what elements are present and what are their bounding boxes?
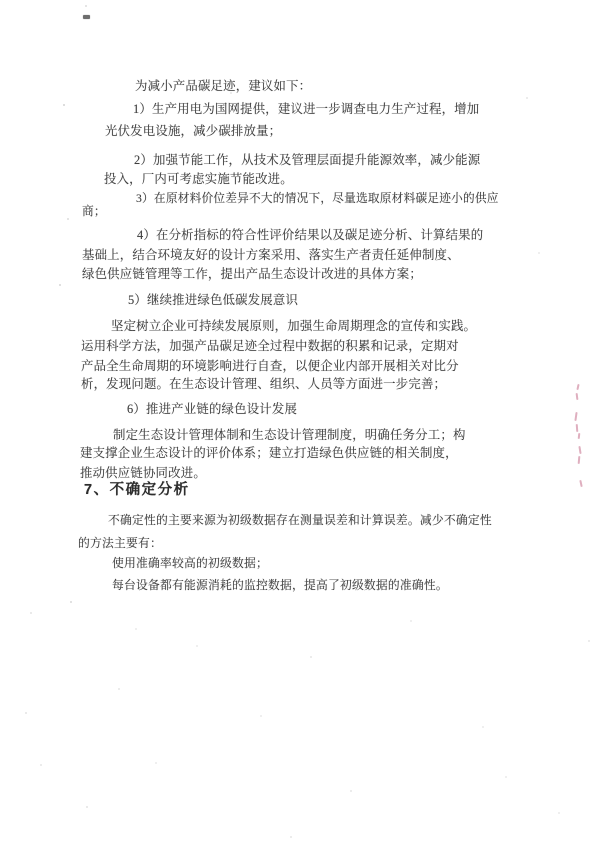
recommendation-line: 推动供应链协同改进。 <box>80 466 206 480</box>
recommendation-line: 产品全生命周期的环境影响进行自查，以便企业内部开展相关对比分 <box>81 359 459 373</box>
recommendation-title: 5）继续推进绿色低碳发展意识 <box>128 293 299 307</box>
text-line-intro: 为减小产品碳足迹，建议如下： <box>135 79 312 93</box>
recommendation-line: 2）加强节能工作，从技术及管理层面提升能源效率，减少能源 <box>134 153 481 167</box>
recommendation-line: 运用科学方法，加强产品碳足迹全过程中数据的积累和记录，定期对 <box>81 339 459 353</box>
recommendation-line: 4）在分析指标的符合性评价结果以及碳足迹分析、计算结果的 <box>137 228 484 242</box>
recommendation-title: 6）推进产业链的绿色设计发展 <box>127 402 298 416</box>
section-7-text-line: 不确定性的主要来源为初级数据存在测量误差和计算误差。减少不确定性 <box>108 513 492 527</box>
recommendation-line: 光伏发电设施，减少碳排放量； <box>105 124 282 138</box>
recommendation-line: 坚定树立企业可持续发展原则，加强生命周期理念的宣传和实践。 <box>111 319 477 333</box>
recommendation-line: 1）生产用电为国网提供，建议进一步调查电力生产过程，增加 <box>133 102 480 116</box>
recommendation-line: 绿色供应链管理等工作，提出产品生态设计改进的具体方案； <box>82 267 422 281</box>
handwritten-red-margin-annotation <box>570 382 584 488</box>
recommendation-line: 投入，厂内可考虑实施节能改进。 <box>104 172 293 186</box>
recommendation-line: 商； <box>82 205 106 218</box>
recommendation-line: 基础上，结合环境友好的设计方案采用、落实生产者责任延伸制度、 <box>82 248 460 262</box>
section-7-text-line: 使用准确率较高的初级数据； <box>112 556 268 570</box>
scan-smudge <box>83 15 90 19</box>
section-7-text-line: 的方法主要有： <box>78 536 162 550</box>
recommendation-line: 建支撑企业生态设计的评价体系；建立打造绿色供应链的相关制度， <box>80 446 458 460</box>
recommendation-line: 制定生态设计管理体制和生态设计管理制度，明确任务分工；构 <box>113 428 466 442</box>
section-7-text-line: 每台设备都有能源消耗的监控数据，提高了初级数据的准确性。 <box>112 578 448 592</box>
recommendation-line: 3）在原材料价位差异不大的情况下，尽量选取原材料碳足迹小的供应 <box>136 192 499 205</box>
recommendation-line: 析，发现问题。在生态设计管理、组织、人员等方面进一步完善； <box>81 377 447 391</box>
scan-noise-specks <box>0 0 2 2</box>
section-7-heading: 7、不确定分析 <box>84 482 190 498</box>
